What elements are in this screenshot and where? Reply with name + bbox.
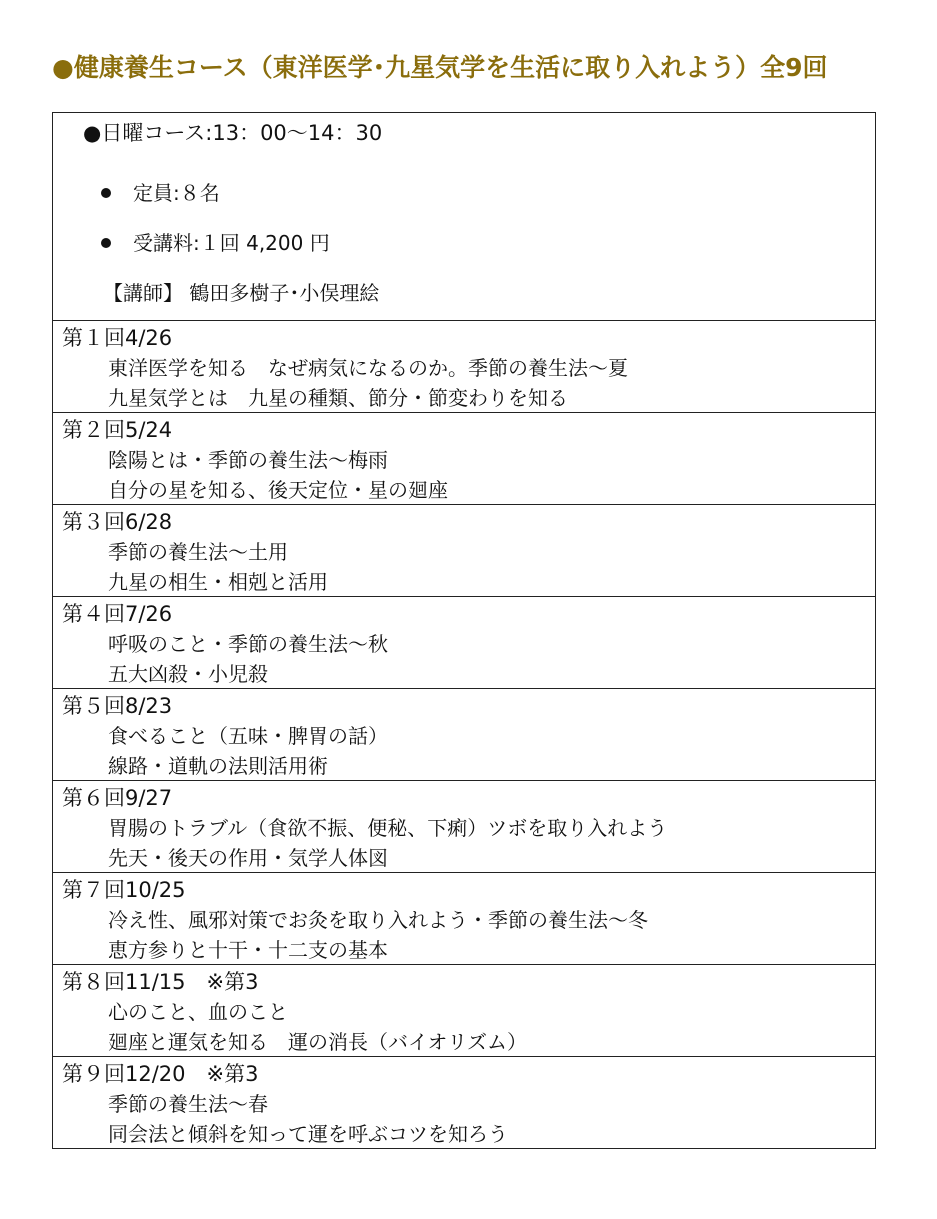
bullet-icon — [101, 188, 111, 198]
session-line: 自分の星を知る、後天定位・星の廻座 — [108, 478, 448, 502]
schedule-table — [52, 112, 876, 1149]
session-head: 第５回8/23 — [62, 694, 173, 718]
session-line: 東洋医学を知る なぜ病気になるのか。季節の養生法～夏 — [108, 356, 628, 380]
session-row — [53, 689, 875, 781]
session-row — [53, 505, 875, 597]
session-row — [53, 413, 875, 505]
session-line: 廻座と運気を知る 運の消長（バイオリズム） — [108, 1030, 527, 1054]
session-line: 胃腸のトラブル（食欲不振、便秘、下痢）ツボを取り入れよう — [108, 816, 668, 840]
session-line: 心のこと、血のこと — [108, 1000, 288, 1024]
session-head: 第６回9/27 — [62, 786, 173, 810]
capacity-item — [101, 177, 220, 206]
session-line: 食べること（五味・脾胃の話） — [108, 724, 388, 748]
session-row — [53, 597, 875, 689]
session-line: 冷え性、風邪対策でお灸を取り入れよう・季節の養生法～冬 — [108, 908, 648, 932]
capacity-text: 定員:８名 — [133, 181, 220, 205]
session-line: 恵方参りと十干・十二支の基本 — [108, 938, 388, 962]
session-head: 第４回7/26 — [62, 602, 173, 626]
session-head: 第２回5/24 — [62, 418, 173, 442]
session-line: 九星気学とは 九星の種類、節分・節変わりを知る — [108, 386, 568, 410]
session-line: 季節の養生法～土用 — [108, 540, 288, 564]
session-head: 第３回6/28 — [62, 510, 173, 534]
session-head: 第７回10/25 — [62, 878, 186, 902]
session-line: 呼吸のこと・季節の養生法～秋 — [108, 632, 388, 656]
instructor: 【講師】 鶴田多樹子･小俣理絵 — [103, 281, 380, 305]
bullet-icon — [101, 238, 111, 248]
session-head: 第１回4/26 — [62, 326, 173, 350]
session-row — [53, 1057, 875, 1148]
session-row — [53, 965, 875, 1057]
course-time: ●日曜コース:13：00～14：30 — [83, 121, 383, 145]
session-line: 五大凶殺・小児殺 — [108, 662, 268, 686]
session-line: 先天・後天の作用・気学人体図 — [108, 846, 388, 870]
fee-text: 受講料:１回 4,200 円 — [133, 231, 330, 255]
session-row — [53, 321, 875, 413]
session-head: 第９回12/20 ※第3 — [62, 1062, 259, 1086]
session-row — [53, 781, 875, 873]
session-line: 同会法と傾斜を知って運を呼ぶコツを知ろう — [108, 1122, 508, 1146]
session-line: 陰陽とは・季節の養生法～梅雨 — [108, 448, 388, 472]
session-head: 第８回11/15 ※第3 — [62, 970, 259, 994]
session-row — [53, 873, 875, 965]
fee-item — [101, 227, 330, 256]
session-line: 線路・道軌の法則活用術 — [108, 754, 328, 778]
page-title: ●健康養生コース（東洋医学･九星気学を生活に取り入れよう）全9回 — [52, 53, 828, 82]
session-line: 季節の養生法～春 — [108, 1092, 268, 1116]
session-line: 九星の相生・相剋と活用 — [108, 570, 328, 594]
course-info — [53, 113, 875, 321]
